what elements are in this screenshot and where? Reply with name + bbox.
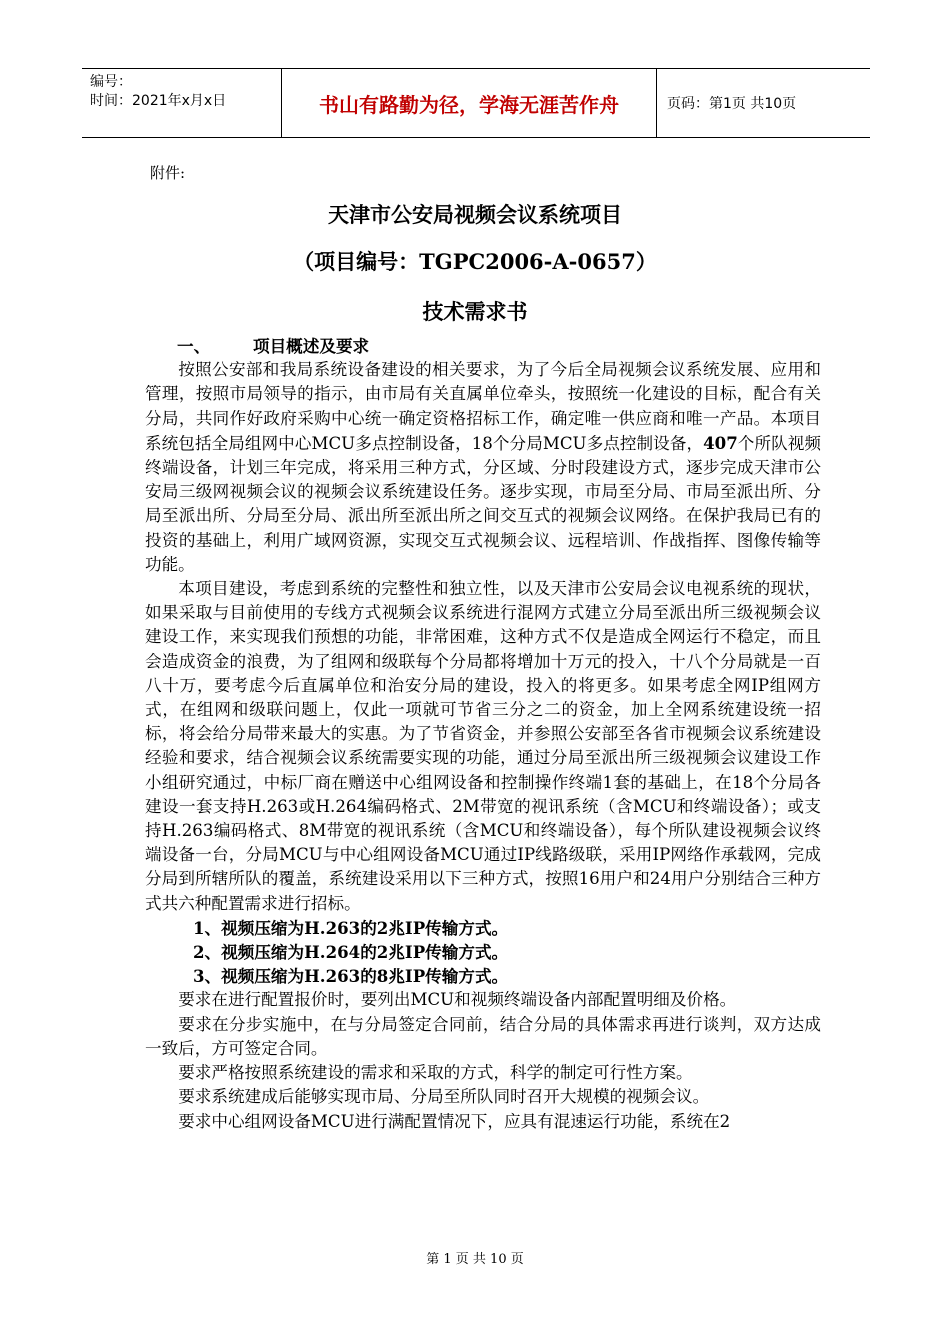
requirement-item: 要求在分步实施中，在与分局签定合同前，结合分局的具体需求再进行谈判，双方达成一致后，方可签定合同。 [145, 1014, 821, 1058]
section-number: 一、 [177, 336, 211, 356]
header-motto: 书山有路勤为径，学海无涯苦作舟 [282, 69, 657, 137]
section-title: 项目概述及要求 [253, 336, 370, 356]
section-heading [145, 334, 821, 358]
header-meta [82, 69, 282, 137]
terminal-count: 407 [703, 432, 738, 453]
requirement-item: 要求在进行配置报价时，要列出MCU和视频终端设备内部配置明细及价格。 [178, 990, 737, 1010]
attachment-label: 附件: [150, 164, 186, 182]
document-body [145, 334, 821, 1134]
document-date: 时间：2021年x月x日 [90, 93, 227, 109]
mode-item: 1、视频压缩为H.263的2兆IP传输方式。 [193, 917, 509, 938]
page-footer: 第 1 页 共 10 页 [426, 1252, 524, 1267]
requirement-item: 要求中心组网设备MCU进行满配置情况下，应具有混速运行功能，系统在2 [178, 1111, 731, 1131]
paragraph-overview [145, 358, 821, 577]
mode-item: 2、视频压缩为H.264的2兆IP传输方式。 [193, 942, 509, 963]
requirement-item: 要求系统建成后能够实现市局、分局至所队同时召开大规模的视频会议。 [178, 1087, 710, 1107]
requirement-item: 要求严格按照系统建设的需求和采取的方式，科学的制定可行性方案。 [178, 1063, 693, 1083]
paragraph-text: 个所队视频终端设备，计划三年完成，将采用三种方式，分区域、分时段建设方式，逐步完成天津市公安局三级网视频会议的视频会议系统建设任务。逐步实现，市局至分局、市局至派出所、分局至派出所、分局至分局、派出所至派出所之间交互式的视频会议网络。在保护我局已有的投资的基础上，利用广域网资源，实现交互式视频会议、远程培训、作战指挥、图像传输等功能。 [145, 433, 821, 574]
document-number-label: 编号： [90, 74, 132, 90]
project-number: （项目编号：TGPC2006-A-0657） [293, 249, 657, 274]
document-title: 天津市公安局视频会议系统项目 [328, 202, 622, 227]
document-subtitle: 技术需求书 [422, 299, 528, 324]
paragraph-text: 按照公安部和我局系统设备建设的相关要求，为了今后全局视频会议系统发展、应用和管理，按照市局领导的指示，由市局有关直属单位牵头，按照统一化建设的目标，配合有关分局，共同作好政府采购中心统一确定资格招标工作，确定唯一供应商和唯一产品。本项目系统包括全局组网中心MCU多点控制设备，18个分局MCU多点控制设备， [145, 360, 821, 453]
page-header [82, 68, 870, 138]
header-page-info: 页码：第1页 共10页 [667, 96, 797, 112]
paragraph-construction: 本项目建设，考虑到系统的完整性和独立性，以及天津市公安局会议电视系统的现状，如果采取与目前使用的专线方式视频会议系统进行混网方式建立分局至派出所三级视频会议建设工作，来实现我们预想的功能，非常困难，这种方式不仅是造成全网运行不稳定，而且会造成资金的浪费，为了组网和级联每个分局都将增加十万元的投入，十八个分局就是一百八十万，要考虑今后直属单位和治安分局的建设，投入的将更多。如果考虑全网IP组网方式，在组网和级联问题上，仅此一项就可节省三分之二的资金，加上全网系统建设统一招标，将会给分局带来最大的实惠。为了节省资金，并参照公安部至各省市视频会议系统建设经验和要求，结合视频会议系统需要实现的功能，通过分局至派出所三级视频会议建设工作小组研究通过，中标厂商在赠送中心组网设备和控制操作终端1套的基础上，在18个分局各建设一套支持H.263或H.264编码格式、2M带宽的视讯系统（含MCU和终端设备）；或支持H.263编码格式、8M带宽的视讯系统（含MCU和终端设备），每个所队建设视频会议终端设备一台，分局MCU与中心组网设备MCU通过IP线路级联，采用IP网络作承载网，完成分局到所辖所队的覆盖，系统建设采用以下三种方式，按照16用户和24用户分别结合三种方式共六种配置需求进行招标。 [145, 579, 821, 913]
mode-item: 3、视频压缩为H.263的8兆IP传输方式。 [193, 966, 509, 987]
